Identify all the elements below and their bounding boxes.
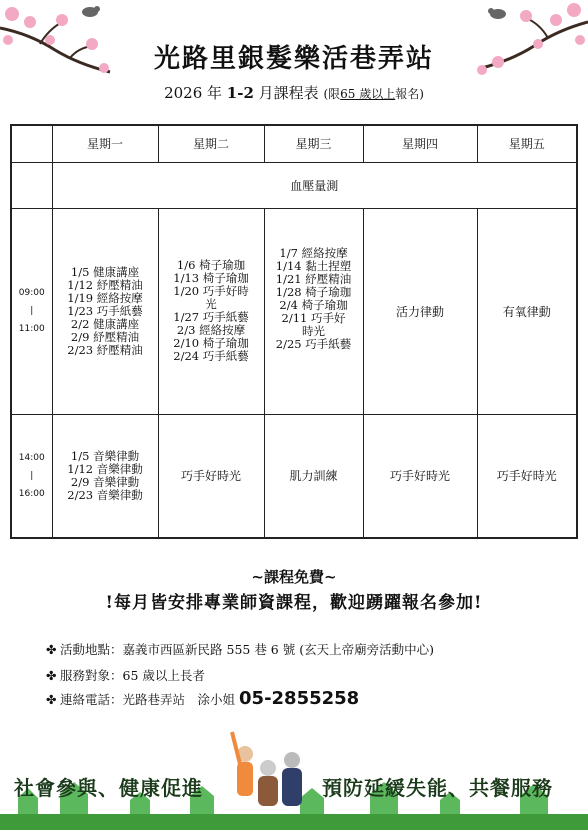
afternoon-mon <box>52 414 158 538</box>
list-item: 1/13 椅子瑜珈 <box>173 271 249 285</box>
list-item: 1/23 巧手紙藝 <box>67 303 143 318</box>
list-item: 2/24 巧手紙藝 <box>173 349 249 363</box>
afternoon-time-sep: | <box>30 470 34 481</box>
list-item: 2/4 椅子瑜珈 <box>279 297 348 312</box>
list-item: 1/5 音樂律動 <box>70 448 140 463</box>
info-location <box>46 640 434 658</box>
info-label: 服務對象： <box>60 668 123 683</box>
day-header-mon: 星期一 <box>52 125 158 162</box>
day-header-wed: 星期三 <box>264 125 363 162</box>
morning-mon <box>52 208 158 414</box>
free-course-notice: ~課程免費~ <box>251 568 337 586</box>
afternoon-thu: 巧手好時光 <box>363 414 477 538</box>
list-item: 2/9 音樂律動 <box>70 474 140 489</box>
afternoon-wed: 肌力訓練 <box>264 414 363 538</box>
morning-wed <box>264 208 363 414</box>
opening-row <box>11 162 577 208</box>
star-bullet-icon: ✤ <box>46 692 57 707</box>
afternoon-time-start: 14:00 <box>18 452 45 463</box>
list-item: 2/11 巧手好 <box>281 310 346 325</box>
age-note-age: 65 歲以上 <box>340 87 396 101</box>
subtitle-months: 1-2 <box>226 84 254 102</box>
day-header-tue: 星期二 <box>158 125 264 162</box>
list-item: 1/20 巧手好時 <box>173 284 249 298</box>
list-item: 1/19 經絡按摩 <box>67 290 143 305</box>
list-item: 1/12 紓壓精油 <box>67 277 143 292</box>
afternoon-row <box>11 414 577 538</box>
info-label: 連絡電話： <box>60 692 123 707</box>
info-audience <box>46 666 205 684</box>
list-item: 1/21 紓壓精油 <box>275 271 352 286</box>
age-note-close: 報名) <box>395 87 424 101</box>
day-header-thu: 星期四 <box>363 125 477 162</box>
list-item: 時光 <box>302 323 325 338</box>
morning-fri: 有氧律動 <box>477 208 577 414</box>
info-label: 活動地點： <box>60 642 123 657</box>
list-item: 光 <box>205 297 217 311</box>
monthly-slogan: !每月皆安排專業師資課程，歡迎踴躍報名參加! <box>105 593 483 613</box>
morning-row <box>11 208 577 414</box>
morning-time-sep: | <box>30 306 34 316</box>
morning-thu: 活力律動 <box>363 208 477 414</box>
list-item: 1/28 椅子瑜珈 <box>275 284 352 299</box>
afternoon-time <box>11 414 52 538</box>
subtitle-mid: 月課程表 <box>253 84 324 102</box>
day-header-row <box>11 125 577 162</box>
banner-left-text: 社會參與、健康促進 <box>14 776 203 800</box>
day-header-fri: 星期五 <box>477 125 577 162</box>
list-item: 2/9 紓壓精油 <box>70 329 140 344</box>
banner-right-text: 預防延緩失能、共餐服務 <box>322 776 553 800</box>
list-item: 2/10 椅子瑜珈 <box>173 336 249 350</box>
list-item: 2/3 經絡按摩 <box>176 323 246 337</box>
list-item: 1/12 音樂律動 <box>67 461 143 476</box>
info-value: 嘉義市西區新民路 555 巷 6 號 (玄天上帝廟旁活動中心) <box>122 642 434 657</box>
star-bullet-icon: ✤ <box>46 668 57 683</box>
afternoon-tue: 巧手好時光 <box>158 414 264 538</box>
list-item: 1/6 椅子瑜珈 <box>176 258 246 272</box>
info-value: 光路巷弄站 涂小姐 <box>122 692 236 707</box>
page-title: 光路里銀髮樂活巷弄站 <box>153 44 434 74</box>
page-subtitle <box>0 82 588 103</box>
star-bullet-icon: ✤ <box>46 642 57 657</box>
list-item: 2/2 健康講座 <box>70 316 140 331</box>
list-item: 1/7 經絡按摩 <box>279 245 348 260</box>
morning-time-end: 11:00 <box>18 324 45 334</box>
age-note <box>323 87 423 101</box>
morning-time <box>11 208 52 414</box>
list-item: 1/14 黏土捏塑 <box>275 258 352 273</box>
phone-number[interactable]: 05-2855258 <box>239 688 360 709</box>
list-item: 2/23 音樂律動 <box>67 487 143 502</box>
opening-time-cell <box>11 162 52 208</box>
subtitle-prefix: 2026 年 <box>164 84 227 102</box>
list-item: 2/25 巧手紙藝 <box>275 336 352 351</box>
afternoon-fri: 巧手好時光 <box>477 414 577 538</box>
schedule-table <box>10 124 578 539</box>
opening-activity: 血壓量測 <box>52 162 577 208</box>
list-item: 1/5 健康講座 <box>70 264 140 279</box>
afternoon-time-end: 16:00 <box>18 488 45 499</box>
morning-time-start: 09:00 <box>18 288 45 298</box>
morning-tue <box>158 208 264 414</box>
info-contact <box>46 688 359 709</box>
list-item: 1/27 巧手紙藝 <box>173 310 249 324</box>
age-note-open: (限 <box>323 87 341 101</box>
info-value: 65 歲以上長者 <box>122 668 205 683</box>
list-item: 2/23 紓壓精油 <box>67 342 143 357</box>
corner-cell <box>11 125 52 162</box>
